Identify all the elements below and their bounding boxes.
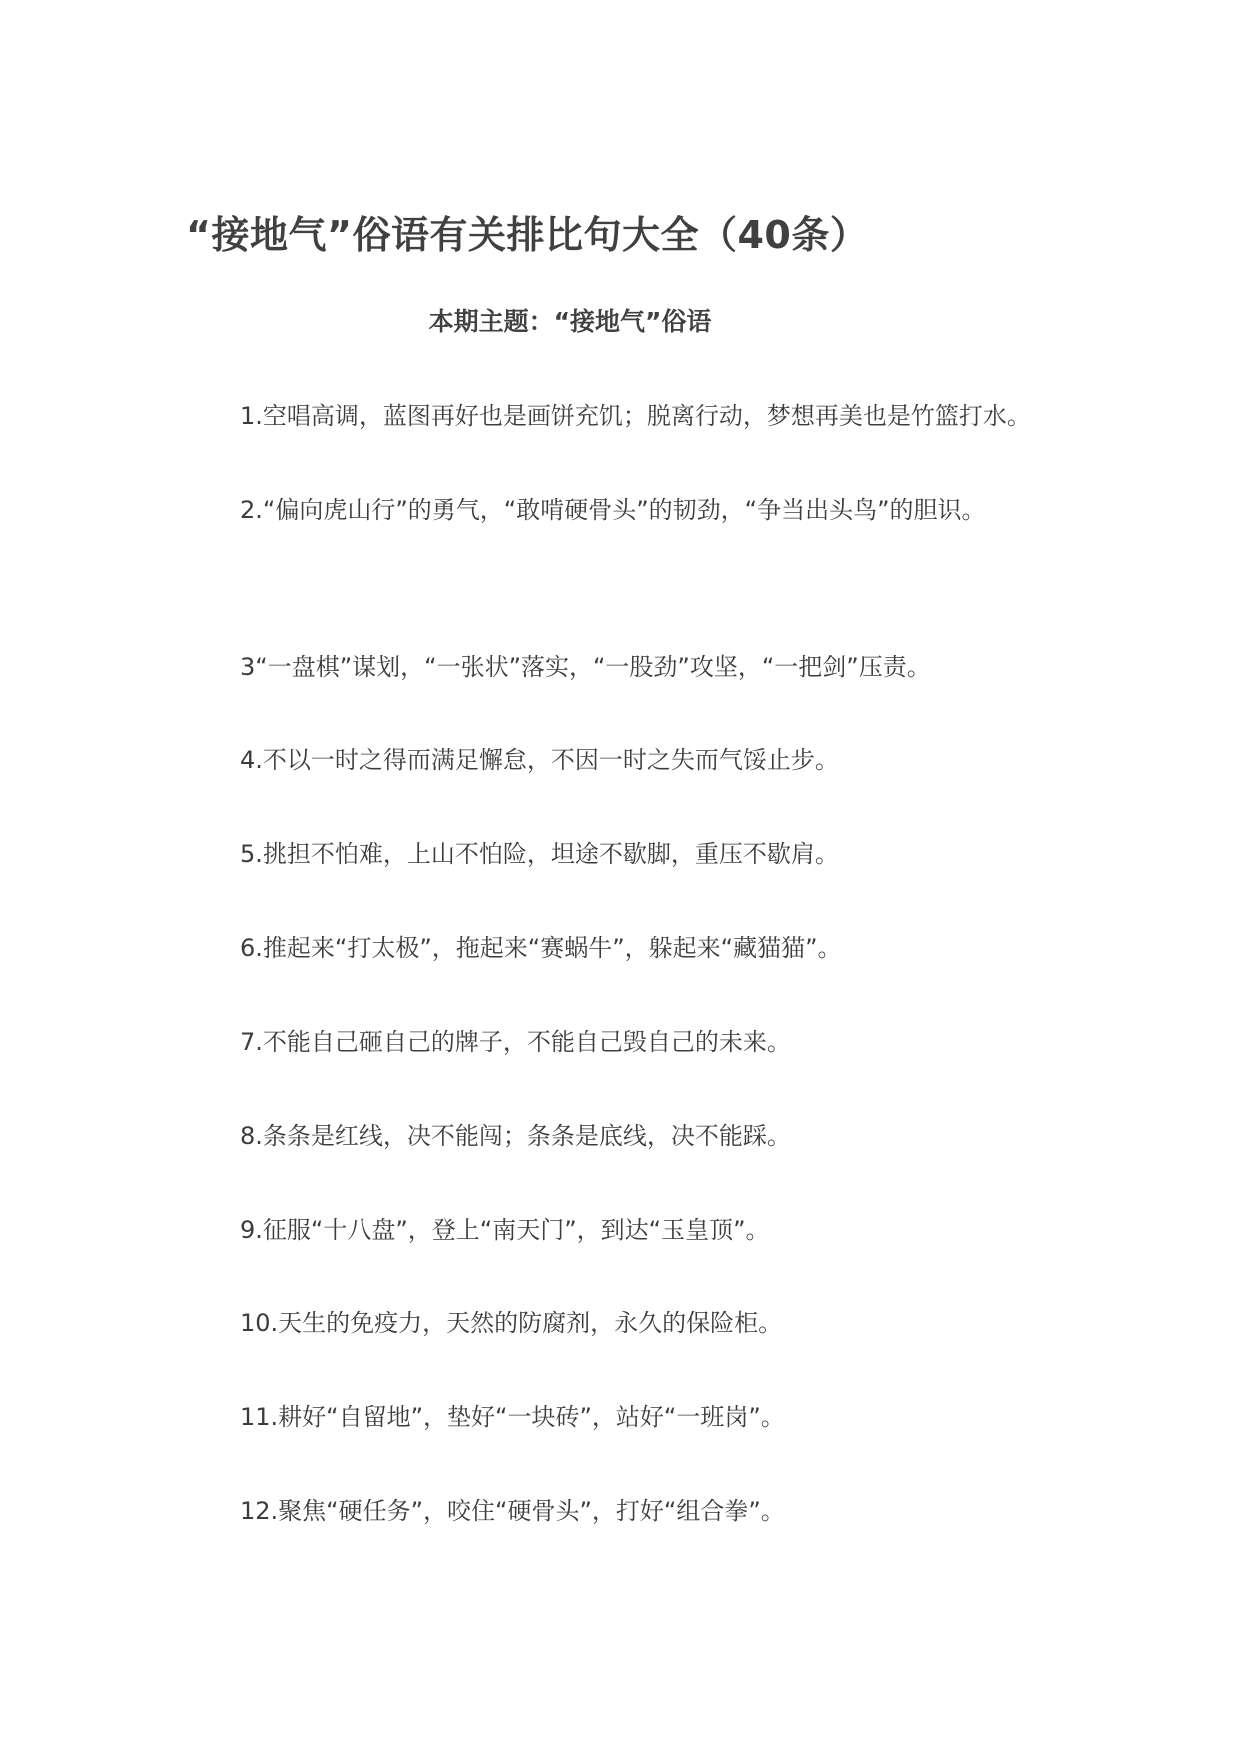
list-item: 6.推起来“打太极”，拖起来“赛蜗牛”，躲起来“藏猫猫”。 [240, 934, 842, 962]
list-item: 10.天生的免疫力，天然的防腐剂，永久的保险柜。 [240, 1309, 783, 1337]
list-item: 3“一盘棋”谋划，“一张状”落实，“一股劲”攻坚，“一把剑”压责。 [240, 653, 931, 681]
page-subtitle: 本期主题：“接地气”俗语 [428, 307, 712, 336]
list-item: 9.征服“十八盘”，登上“南天门”，到达“玉皇顶”。 [240, 1216, 770, 1244]
list-item: 5.挑担不怕难，上山不怕险，坦途不歇脚，重压不歇肩。 [240, 840, 839, 868]
page-title: “接地气”俗语有关排比句大全（40条） [186, 213, 869, 257]
list-item: 8.条条是红线，决不能闯；条条是底线，决不能踩。 [240, 1122, 791, 1150]
list-item: 4.不以一时之得而满足懈怠，不因一时之失而气馁止步。 [240, 746, 839, 774]
list-item: 12.聚焦“硬任务”，咬住“硬骨头”，打好“组合拳”。 [240, 1497, 785, 1525]
list-item: 1.空唱高调，蓝图再好也是画饼充饥；脱离行动，梦想再美也是竹篮打水。 [240, 402, 1031, 430]
list-item: 2.“偏向虎山行”的勇气，“敢啃硬骨头”的韧劲，“争当出头鸟”的胆识。 [240, 496, 986, 524]
list-item: 11.耕好“自留地”，垫好“一块砖”，站好“一班岗”。 [240, 1403, 785, 1431]
list-item: 7.不能自己砸自己的牌子，不能自己毁自己的未来。 [240, 1028, 791, 1056]
